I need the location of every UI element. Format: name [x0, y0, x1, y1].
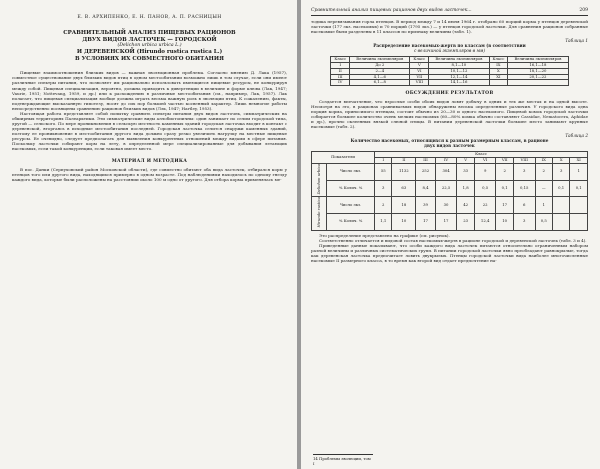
table-2-species-cell — [312, 197, 327, 230]
table-1-cell: III — [331, 74, 350, 80]
table-1-cell: IX — [489, 62, 508, 68]
table-1-caption-line-1: Распределение насекомых-жертв по классам (в соответствии — [373, 43, 526, 49]
right-page-content — [311, 8, 588, 465]
table-2-cell: 3 — [375, 180, 392, 197]
table-1-cell: 10,1—12 — [429, 68, 489, 74]
table-2-row — [312, 197, 588, 214]
article-title-line-1: СРАВНИТЕЛЬНЫЙ АНАЛИЗ ПИЩЕВЫХ РАЦИОНОВ — [63, 30, 236, 36]
materials-heading: МАТЕРИАЛ И МЕТОДИКА — [111, 159, 188, 165]
table-1-header: Класс — [331, 57, 350, 63]
table-2-cell — [570, 197, 588, 214]
table-1-cell: 18,1—20 — [508, 68, 568, 74]
running-head — [311, 8, 588, 16]
results-paragraph-2: Это распределение представлено на графике (см. рисунок). — [319, 232, 450, 238]
table-2-class-header: IV — [435, 158, 457, 164]
table-2-cell — [552, 197, 569, 214]
table-1-cell: VI — [410, 68, 429, 74]
table-2-cell: 42 — [457, 197, 474, 214]
table-2-class-header: X — [552, 158, 569, 164]
table-2-cell: 2 — [496, 164, 513, 181]
intro-paragraph-2: Настоящая работа представляет собой попытку сравнить спектры питания двух видов ласточек, симпатрических на обширных территориях Палеарктики. Эти симпатрические виды аллобиотопичны: один занимает по селим городской типа, другой — сельского. По мере проникновения в сельскую местность каменных зданий городская ласточка входит в контакт с деревенской, вторгаясь в исходные местообитания последней. Городская ласточка селится снаружи каменных зданий, поэтому ее проникновение в местообитания другого вида должно сразу резко увеличить нагрузку на местные пищевые ресурсы. Ее очевидно, следует предполагать для выявления конкурентных отношений между видами в сфере питания. Поскольку ласточки собирают корм на лету, в определенной мере специализированные для добывания летающих насекомых, если такой конкуренции, если таковая имеет место. — [12, 110, 287, 152]
table-1-row — [331, 80, 568, 86]
table-2-row-label: Число экз. — [327, 164, 375, 181]
table-1-cell — [489, 80, 508, 86]
table-2-cell: 55 — [375, 164, 392, 181]
table-2-cell: 8,4 — [416, 180, 436, 197]
table-2-cell: 3 — [513, 213, 535, 230]
table-1-cell: 16,1—18 — [508, 62, 568, 68]
table-2-row-label: % Колич. % — [327, 213, 375, 230]
table-1-cell: 6,1—8 — [350, 80, 410, 86]
table-2-cell: 1 — [535, 197, 552, 214]
table-2-class-header: II — [392, 158, 416, 164]
results-heading: ОБСУЖДЕНИЕ РЕЗУЛЬТАТОВ — [405, 91, 494, 97]
table-1-caption-line-2: с величиной экземпляров в мм) — [413, 48, 486, 54]
table-2-cell: 9 — [474, 164, 496, 181]
table-1-cell: 12,1—14 — [429, 74, 489, 80]
table-2-cell: 0,1 — [552, 180, 569, 197]
table-1-cell: VII — [410, 74, 429, 80]
table-2-cell: 1,1 — [375, 213, 392, 230]
table-1-cell: 2—4 — [350, 68, 410, 74]
table-1-cell — [508, 80, 568, 86]
results-paragraph-1: Создается впечатление, что взрослые особи обоих видов ловят добычу в одних и тех же местах и на одной высоте. Несмотря на это, в рационах сравниваемых видов обнаружены весьма определенные различия. У городского вида одна порция корма, приносимого птенцам, состоит обычно из 20—30 и одного насекомого. Пищевой комок городской ласточки собирается большее количество очень мелких насекомых (60—80% комка обычно составляют Cassidae, Nematocera, Aphidae и др.), прочно склеенных вязкой слюной птицы. В питании деревенской ласточки большее место занимают крупные насекомые (табл. 2). — [311, 99, 588, 130]
article-title-line-2: ДВУХ ВИДОВ ЛАСТОЧЕК — ГОРОДСКОЙ — [82, 36, 217, 43]
table-2-cell: 1,8 — [457, 180, 474, 197]
methods-continuation: тодика перевязывания горла птенцов. В период между 7 и 14 июня 1964 г. отобрано 60 порций корма у птенцов деревенской ласточки (177 экз. насекомых) и 70 порций (1795 экз.) — у птенцов городской ласточки. Для сравнения рационов собранные насекомые были разделены в 11 классов по признаку величины (табл. 1). — [311, 19, 588, 35]
running-head-title: Сравнительный анализ пищевых рационов двух видов ласточек... — [311, 8, 472, 13]
table-1-header: Величина экземпляров — [429, 57, 489, 63]
table-2-cell: 252 — [416, 164, 436, 181]
table-2-row — [312, 164, 588, 181]
table-1-cell: VIII — [410, 80, 429, 86]
article-title-line-5: В УСЛОВИЯХ ИХ СОВМЕСТНОГО ОБИТАНИЯ — [75, 55, 224, 62]
table-1-header: Величина экземпляров — [350, 57, 410, 63]
table-1-cell: 8,1—10 — [429, 62, 489, 68]
table-2-class-header: VIII — [513, 158, 535, 164]
table-2-cell: 2 — [375, 197, 392, 214]
intro-paragraph-1: Пищевые взаимоотношения близких видов — важная эволюционная проблема. Согласно мнению Д. Лака (1957), совместное существование двух близких видов птиц в одном местообитании возможно лишь в том случае, если они имеют различные спектры питания, что позволяет им рационально использовать имеющиеся пищевые ресурсы, не конкурируя между собой. Пищевая специализация, вероятно, должна приводить к дивергенции в величине и форме клюва (Лак, 1947; Vaurie, 1951; Nottevang, 1959, и др.) или к расхождению в различные местообитания (см., например, Лак, 1957). Лак полагает, что пищевая специализация вообще должна играть весьма важную роль в эволюции птиц. К сожалению, факты, подтверждающие высказанную гипотезу, носят до сих пор большей частью косвенный характер. Лишь немногие работы непосредственно посвящены сравнению рационов близких видов (Лэк, 1947; Hartley, 1953). — [12, 70, 287, 111]
results-paragraph-4: Приведенные данные показывают, что особи каждого вида ласточек питаются относительно ограниченным набором разной величины и различных систематических групп. В питании городской ласточки явно преобладают равнокрылые, тогда как деревенская ласточка предпочитает ловить двукрылых. Птенцы городской ласточки вида наиболее многочисленные насекомые II размерного класса, в то время как второй вид отдает предпочтение на- — [311, 242, 588, 263]
table-1-number: Таблица 1 — [565, 38, 588, 44]
table-2-cell: 10 — [392, 213, 416, 230]
table-2-cell: 0,5 — [535, 213, 552, 230]
table-1 — [330, 56, 568, 86]
table-2-cell: 10 — [496, 213, 513, 230]
table-2-species-name: Delichon urbica — [315, 164, 321, 195]
table-2-cell: 17 — [435, 213, 457, 230]
table-2-cell: 0,15 — [513, 180, 535, 197]
authors: Е. В. АРХИПЕНКО, Е. Н. ПАНОВ, А. П. РАСНИЦЫН — [77, 15, 222, 20]
materials-paragraph: В пос. Данки (Серпуховский район Московской области), где совместно обитают оба вида ласточек, отбирался корм у птенцов того или другого вида, находящихся примерно в одном возрасте. Под наблюдениями находилось по одному гнезду каждого вида, которые были расположены на расстоянии около 100 м одно от другого. Для отбора корма применялась ме- — [12, 167, 287, 183]
table-2-cell: 2 — [535, 164, 552, 181]
table-2-cell: 17 — [416, 213, 436, 230]
table-2-cell: 0,5 — [474, 180, 496, 197]
results-paragraph-3: Соответственно отличается и видовой состав насекомых-жертв в рационе городской и деревенской ласточек (табл. 3 и 4). — [319, 237, 587, 243]
table-2-species-name: Hirundo rustica — [315, 197, 321, 228]
table-1-cell: II — [331, 68, 350, 74]
table-2-row-label: Число экз. — [327, 197, 375, 214]
article-title-line-4: И ДЕРЕВЕНСКОЙ (Hirundo rustica rustica L.) — [76, 49, 223, 56]
left-page-content — [12, 8, 287, 465]
table-2-cell: 22 — [474, 197, 496, 214]
table-2-class-header: V — [457, 158, 474, 164]
table-2-caption-line-2: двух видов ласточек — [424, 143, 475, 149]
table-2-class-header: III — [416, 158, 436, 164]
table-2 — [311, 151, 588, 230]
left-page — [0, 0, 297, 469]
table-2-cell — [570, 213, 588, 230]
table-2-cell: 304 — [435, 164, 457, 181]
table-1-header: Класс — [489, 57, 508, 63]
table-2-cell: 0,1 — [496, 180, 513, 197]
table-2-cell: 12,4 — [474, 213, 496, 230]
table-2-cell: 3 — [513, 164, 535, 181]
page-number: 209 — [579, 8, 588, 13]
table-2-species-cell — [312, 164, 327, 197]
table-2-cell: 63 — [392, 180, 416, 197]
table-1-cell: 20,1—22 — [508, 74, 568, 80]
table-2-cell: 22,5 — [435, 180, 457, 197]
table-2-cell: 33 — [457, 164, 474, 181]
table-1-cell: X — [489, 68, 508, 74]
table-2-cell: 1132 — [392, 164, 416, 181]
table-1-header: Класс — [410, 57, 429, 63]
table-2-class-group-header: Класс — [375, 152, 588, 158]
table-2-row — [312, 213, 588, 230]
table-2-cell: 18 — [392, 197, 416, 214]
table-2-cell: 17 — [496, 197, 513, 214]
table-2-cell — [552, 213, 569, 230]
table-2-class-header: I — [375, 158, 392, 164]
table-2-row-label: % Колич. % — [327, 180, 375, 197]
table-1-header: Величина экземпляров — [508, 57, 568, 63]
table-2-cell: 1 — [570, 164, 588, 181]
table-2-class-header: VI — [474, 158, 496, 164]
page-footer: 14 Проблемы эволюции, том I — [313, 454, 373, 466]
table-2-row — [312, 180, 588, 197]
table-2-cell: 0,1 — [570, 180, 588, 197]
table-1-cell: XI — [489, 74, 508, 80]
table-1-cell: V — [410, 62, 429, 68]
table-2-class-header: IX — [535, 158, 552, 164]
table-1-cell: 4,1—6 — [350, 74, 410, 80]
table-2-cell: — — [535, 180, 552, 197]
table-2-cell: 30 — [435, 197, 457, 214]
table-2-class-header: VII — [496, 158, 513, 164]
table-2-cell: 39 — [416, 197, 436, 214]
table-2-cell: 3 — [552, 164, 569, 181]
right-page — [301, 0, 600, 469]
table-2-cell: 23 — [457, 213, 474, 230]
table-2-cell: 6 — [513, 197, 535, 214]
table-2-class-header: XI — [570, 158, 588, 164]
table-2-caption-line-1: Количество насекомых, относящихся к разным размерным классам, в рационе — [350, 138, 549, 144]
article-title-line-3: (Delichon urbica urbica L.) — [117, 43, 182, 49]
table-1-cell: IV — [331, 80, 350, 86]
table-2-number: Таблица 2 — [565, 133, 588, 139]
table-1-cell: До 2 — [350, 62, 410, 68]
table-2-indicator-header: Показатели — [312, 152, 375, 164]
table-1-cell: 14,1—16 — [429, 80, 489, 86]
table-1-cell: I — [331, 62, 350, 68]
